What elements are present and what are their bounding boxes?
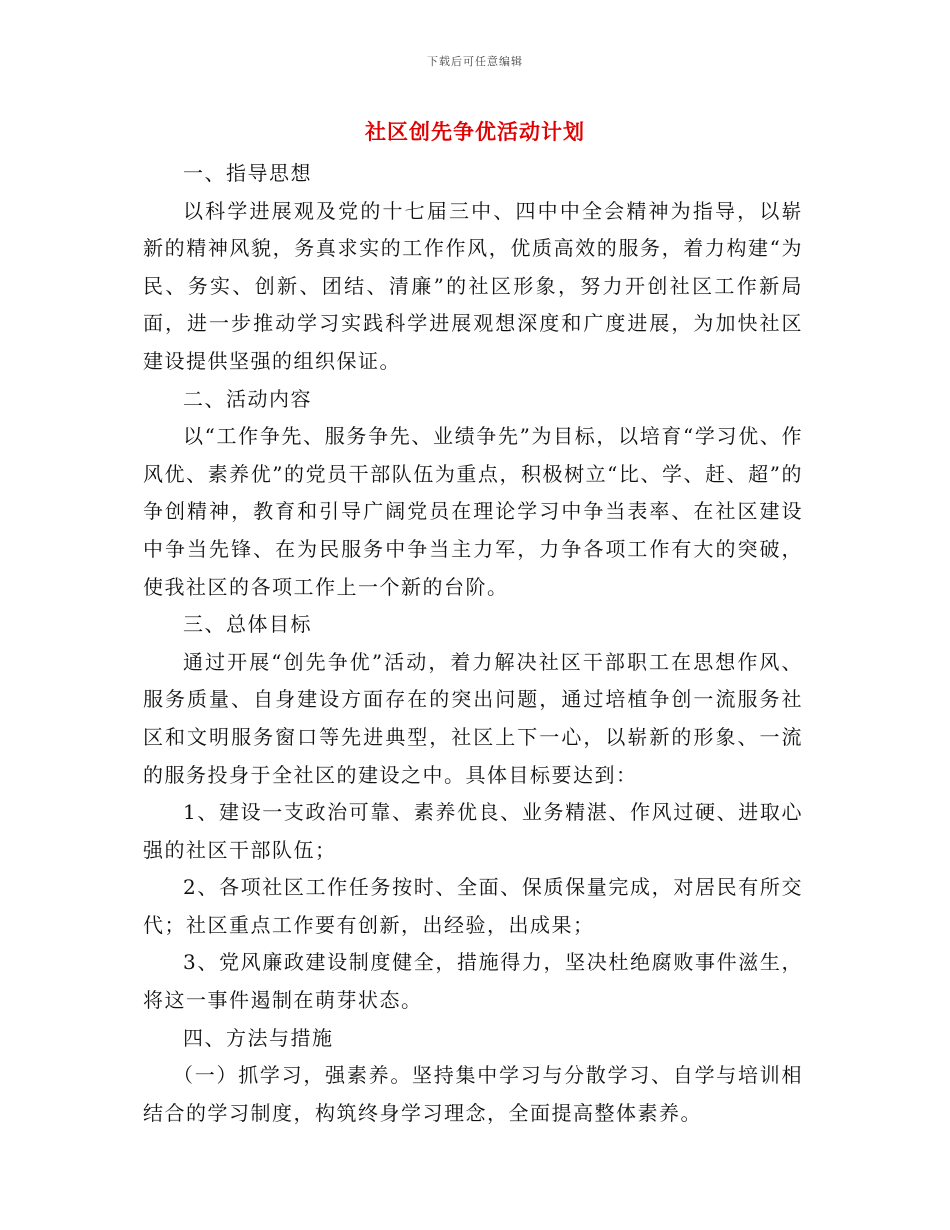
paragraph-guiding-ideology: 以科学进展观及党的十七届三中、四中中全会精神为指导，以崭新的精神风貌，务真求实的工作作风，优质高效的服务，着力构建“为民、务实、创新、团结、清廉”的社区形象，努力开创社区工作新局面，进一步推动学习实践科学进展观想深度和广度进展，为加快社区建设提供坚强的组织保证。 [143,198,803,373]
goal-item-1: 1、建设一支政治可靠、素养优良、业务精湛、作风过硬、进取心强的社区干部队伍； [143,800,803,862]
section-heading-guiding-ideology: 一、指导思想 [183,161,312,185]
paragraph-methods-measures-1: （一）抓学习，强素养。坚持集中学习与分散学习、自学与培训相结合的学习制度，构筑终身学习理念，全面提高整体素养。 [143,1063,803,1125]
goal-item-3: 3、党风廉政建设制度健全，措施得力，坚决杜绝腐败事件滋生，将这一事件遏制在萌芽状态。 [143,950,803,1013]
document-title: 社区创先争优活动计划 [365,119,585,144]
paragraph-overall-goals: 通过开展“创先争优”活动，着力解决社区干部职工在思想作风、服务质量、自身建设方面存在的突出问题，通过培植争创一流服务社区和文明服务窗口等先进典型，社区上下一心，以崭新的形象、一流的服务投身于全社区的建设之中。具体目标要达到： [143,649,803,787]
section-heading-activity-content: 二、活动内容 [183,386,312,411]
paragraph-activity-content: 以“工作争先、服务争先、业绩争先”为目标，以培育“学习优、作风优、素养优”的党员干部队伍为重点，积极树立“比、学、赶、超”的争创精神，教育和引导广阔党员在理论学习中争当表率、在社区建设中争当先锋、在为民服务中争当主力军，力争各项工作有大的突破，使我社区的各项工作上一个新的台阶。 [143,424,803,599]
section-heading-methods-measures: 四、方法与措施 [183,1025,334,1050]
header-note: 下载后可任意编辑 [427,55,523,68]
goal-item-2: 2、各项社区工作任务按时、全面、保质保量完成，对居民有所交代；社区重点工作要有创新，出经验，出成果； [143,875,803,937]
document-body [143,155,803,1132]
section-heading-overall-goals: 三、总体目标 [183,612,312,637]
